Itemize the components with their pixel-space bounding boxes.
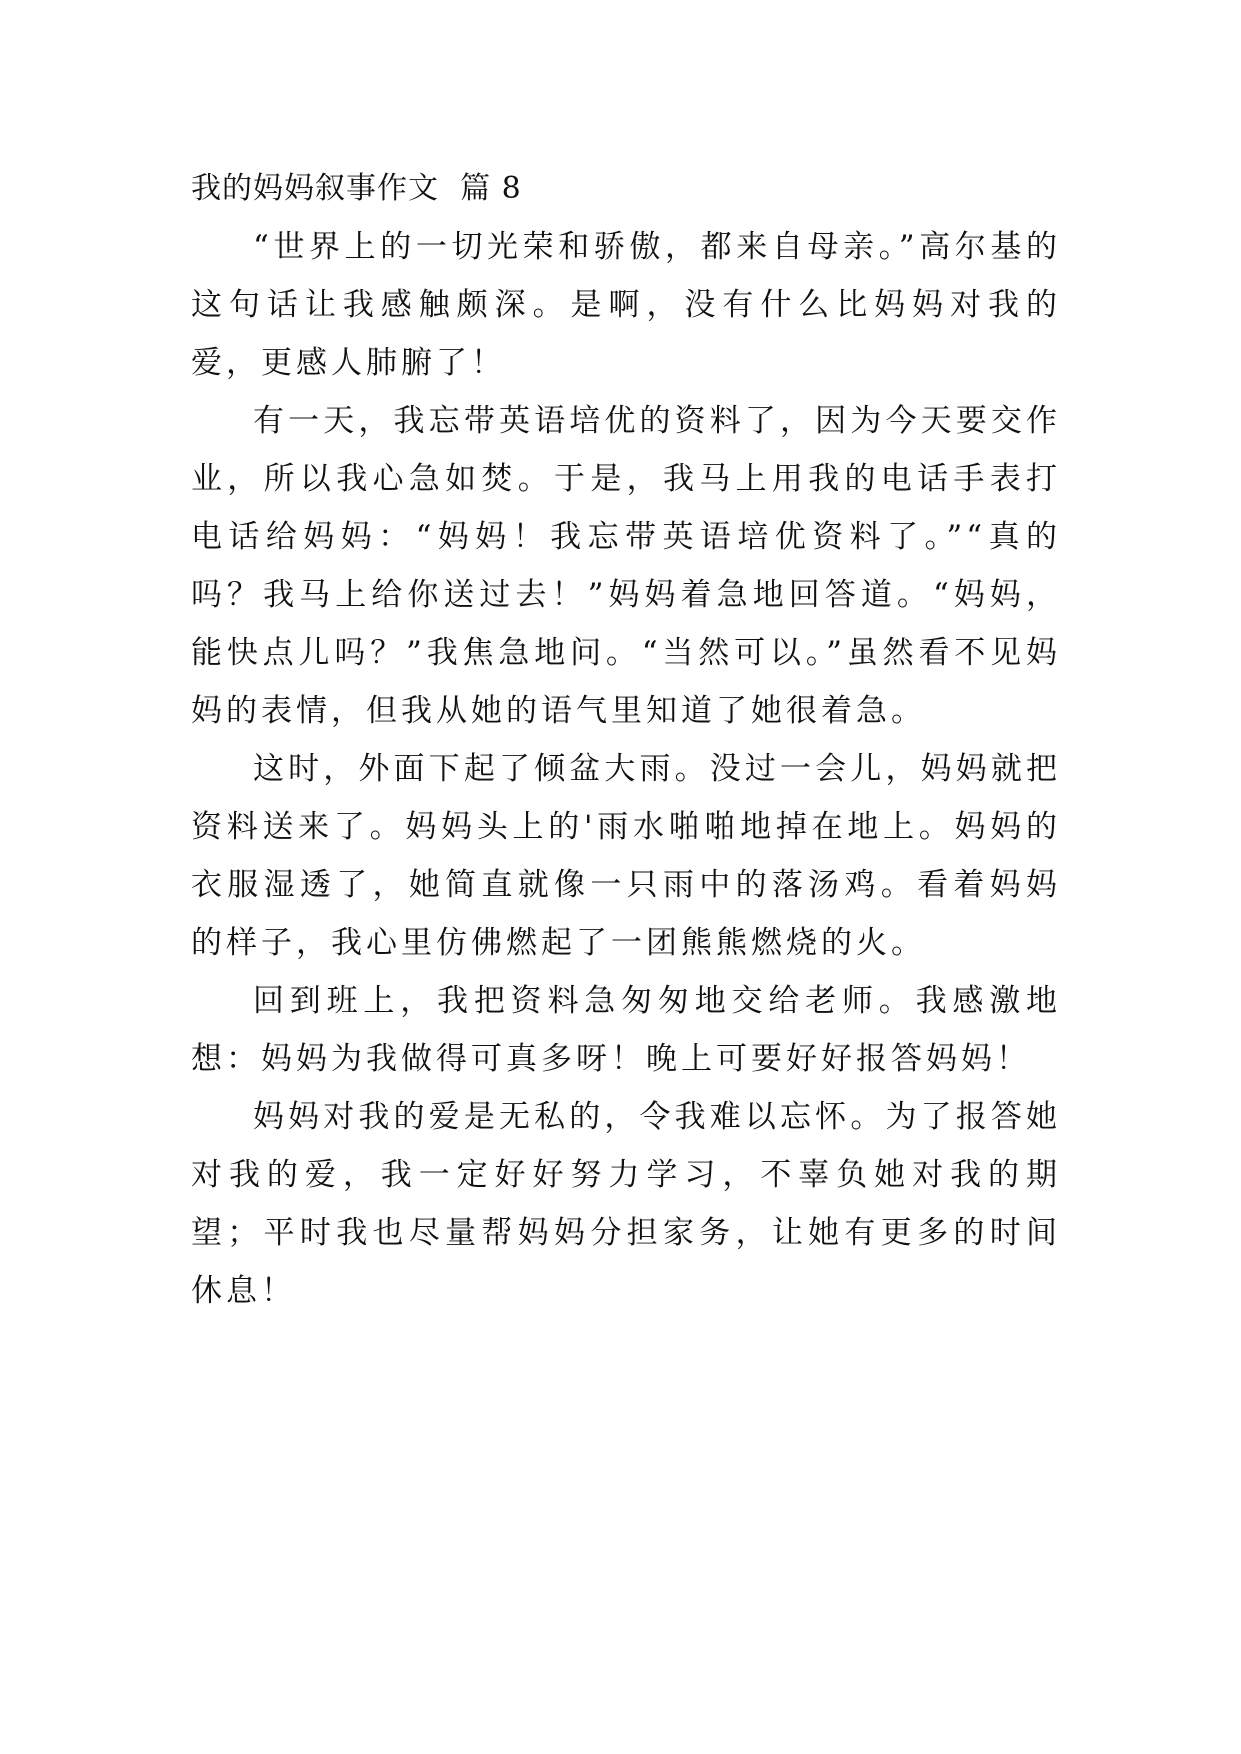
document-title: 我的妈妈叙事作文 篇 8 (191, 171, 522, 206)
paragraph-1: “世界上的一切光荣和骄傲，都来自母亲。”高尔基的这句话让我感触颇深。是啊，没有什么比妈妈对我的爱，更感人肺腑了！ (191, 229, 1061, 381)
paragraph-4: 回到班上，我把资料急匆匆地交给老师。我感激地想：妈妈为我做得可真多呀！晚上可要好好报答妈妈！ (191, 983, 1061, 1077)
paragraph-5: 妈妈对我的爱是无私的，令我难以忘怀。为了报答她对我的爱，我一定好好努力学习，不辜负她对我的期望；平时我也尽量帮妈妈分担家务，让她有更多的时间休息！ (191, 1099, 1061, 1309)
paragraph-2: 有一天，我忘带英语培优的资料了，因为今天要交作业，所以我心急如焚。于是，我马上用我的电话手表打电话给妈妈：“妈妈！我忘带英语培优资料了。”“真的吗？我马上给你送过去！”妈妈着急地回答道。“妈妈，能快点儿吗？”我焦急地问。“当然可以。”虽然看不见妈妈的表情，但我从她的语气里知道了她很着急。 (191, 403, 1061, 729)
document-body (191, 160, 1061, 1320)
paragraph-3: 这时，外面下起了倾盆大雨。没过一会儿，妈妈就把资料送来了。妈妈头上的'雨水啪啪地掉在地上。妈妈的衣服湿透了，她简直就像一只雨中的落汤鸡。看着妈妈的样子，我心里仿佛燃起了一团熊熊燃烧的火。 (191, 751, 1061, 961)
